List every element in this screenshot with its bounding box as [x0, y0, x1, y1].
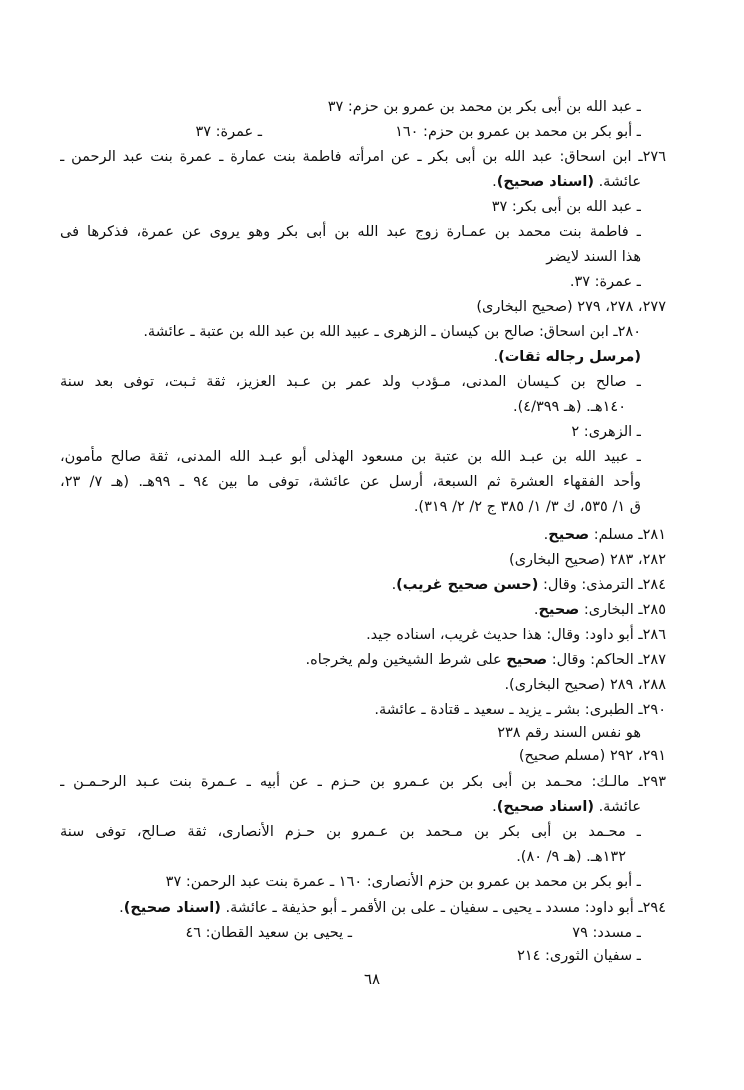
text-line: ٢٩١، ٢٩٢ (مسلم صحيح): [518, 748, 666, 764]
text-line: ـ محـمد بن أبى بكر بن مـحمد بن عـمرو بن حـزم الأنصارى، ثقة صـالح، توفى سنة: [60, 824, 641, 840]
text-line: ـ عمرة: ٣٧.: [569, 274, 641, 290]
text-line: ق ١/ ٥٣٥، ك ٣/ ١/ ٣٨٥ ج ٢/ ٢/ ٣١٩).: [413, 499, 641, 515]
text-line: ٢٧٦ـ ابن اسحاق: عبد الله بن أبى بكر ـ عن امرأته فاطمة بنت عمارة ـ عمرة بنت عبد الرحمن ـ: [60, 149, 666, 165]
text-line: عائشة. (اسناد صحيح).: [492, 799, 641, 815]
text-line: (مرسل رجاله ثقات).: [493, 349, 641, 365]
text-column-entry: ـ عمرة: ٣٧: [195, 124, 262, 140]
text-line: وأحد الفقهاء العشرة ثم السبعة، أرسل عن عائشة، توفى ما بين ٩٤ ـ ٩٩هـ. (هـ ٧/ ٢٣،: [60, 474, 641, 490]
grade-label: صحيح: [538, 602, 580, 618]
text-line: ـ عبيد الله بن عبـد الله بن عتبة بن مسعود الهذلى أبو عبـد الله المدنى، ثقة صالح مأمون،: [60, 449, 641, 465]
text-line: ٢٧٧، ٢٧٨، ٢٧٩ (صحيح البخارى): [476, 299, 666, 315]
text-line: ٢٨٧ـ الحاكم: وقال: صحيح على شرط الشيخين ولم يخرجاه.: [305, 652, 666, 668]
grade-label: (اسناد صحيح): [496, 799, 594, 815]
text-line: ـ سفيان الثورى: ٢١٤: [517, 948, 641, 964]
text-line: ١٣٢هـ. (هـ ٩/ ٨٠).: [516, 849, 626, 865]
text-line: ٢٨٨، ٢٨٩ (صحيح البخارى).: [504, 677, 666, 693]
grade-label: (اسناد صحيح): [123, 900, 221, 916]
text-line: ١٤٠هـ. (هـ ٤/٣٩٩).: [513, 399, 626, 415]
grade-label: (اسناد صحيح): [496, 174, 594, 190]
text-line: ٢٨٤ـ الترمذى: وقال: (حسن صحيح غريب).: [391, 577, 666, 593]
text-line: ٢٨٢، ٢٨٣ (صحيح البخارى): [509, 552, 666, 568]
text-line: ٢٩٠ـ الطبرى: بشر ـ يزيد ـ سعيد ـ قتادة ـ عائشة.: [374, 702, 666, 718]
text-line: ٢٨٥ـ البخارى: صحيح.: [533, 602, 666, 618]
page-number: ٦٨: [363, 970, 381, 988]
text-line: ـ الزهرى: ٢: [571, 424, 641, 440]
text-line: عائشة. (اسناد صحيح).: [492, 174, 641, 190]
text-line: هو نفس السند رقم ٢٣٨: [497, 725, 641, 741]
text-line: ٢٩٤ـ أبو داود: مسدد ـ يحيى ـ سفيان ـ على بن الأقمر ـ أبو حذيفة ـ عائشة. (اسناد صحيح).: [119, 900, 666, 916]
text-line: ٢٨٦ـ أبو داود: وقال: هذا حديث غريب، اسناده جيد.: [366, 627, 666, 643]
grade-label: (حسن صحيح غريب): [396, 577, 539, 593]
text-line: ٢٨١ـ مسلم: صحيح.: [543, 527, 666, 543]
text-line: ـ أبو بكر بن محمد بن عمرو بن حزم: ١٦٠: [395, 124, 641, 140]
text-line: ـ صالح بن كـيسان المدنى، مـؤدب ولد عمر بن عـبد العزيز، ثقة ثـبت، توفى بعد سنة: [60, 374, 641, 390]
text-line: هذا السند لايضر: [546, 249, 641, 265]
text-line: ٢٩٣ـ مالـك: محـمد بن أبى بكر بن عـمرو بن حـزم ـ عن أبيه ـ عـمرة بنت عـبد الرحـمـن ـ: [60, 774, 666, 790]
grade-label: صحيح: [506, 652, 548, 668]
text-line: ـ فاطمة بنت محمد بن عمـارة زوج عبد الله بن أبى بكر وهو يروى عن عمرة، فذكرها فى: [60, 224, 641, 240]
text-line: ـ أبو بكر بن محمد بن عمرو بن حزم الأنصارى: ١٦٠ ـ عمرة بنت عبد الرحمن: ٣٧: [165, 874, 641, 890]
text-line: ـ عبد الله بن أبى بكر بن محمد بن عمرو بن حزم: ٣٧: [327, 99, 641, 115]
grade-label: (مرسل رجاله ثقات): [498, 349, 641, 365]
text-column-entry: ـ يحيى بن سعيد القطان: ٤٦: [185, 925, 352, 941]
text-line: ٢٨٠ـ ابن اسحاق: صالح بن كيسان ـ الزهرى ـ عبيد الله بن عبد الله بن عتبة ـ عائشة.: [143, 324, 641, 340]
text-line: ـ مسدد: ٧٩: [572, 925, 641, 941]
text-line: ـ عبد الله بن أبى بكر: ٣٧: [491, 199, 641, 215]
grade-label: صحيح: [548, 527, 590, 543]
